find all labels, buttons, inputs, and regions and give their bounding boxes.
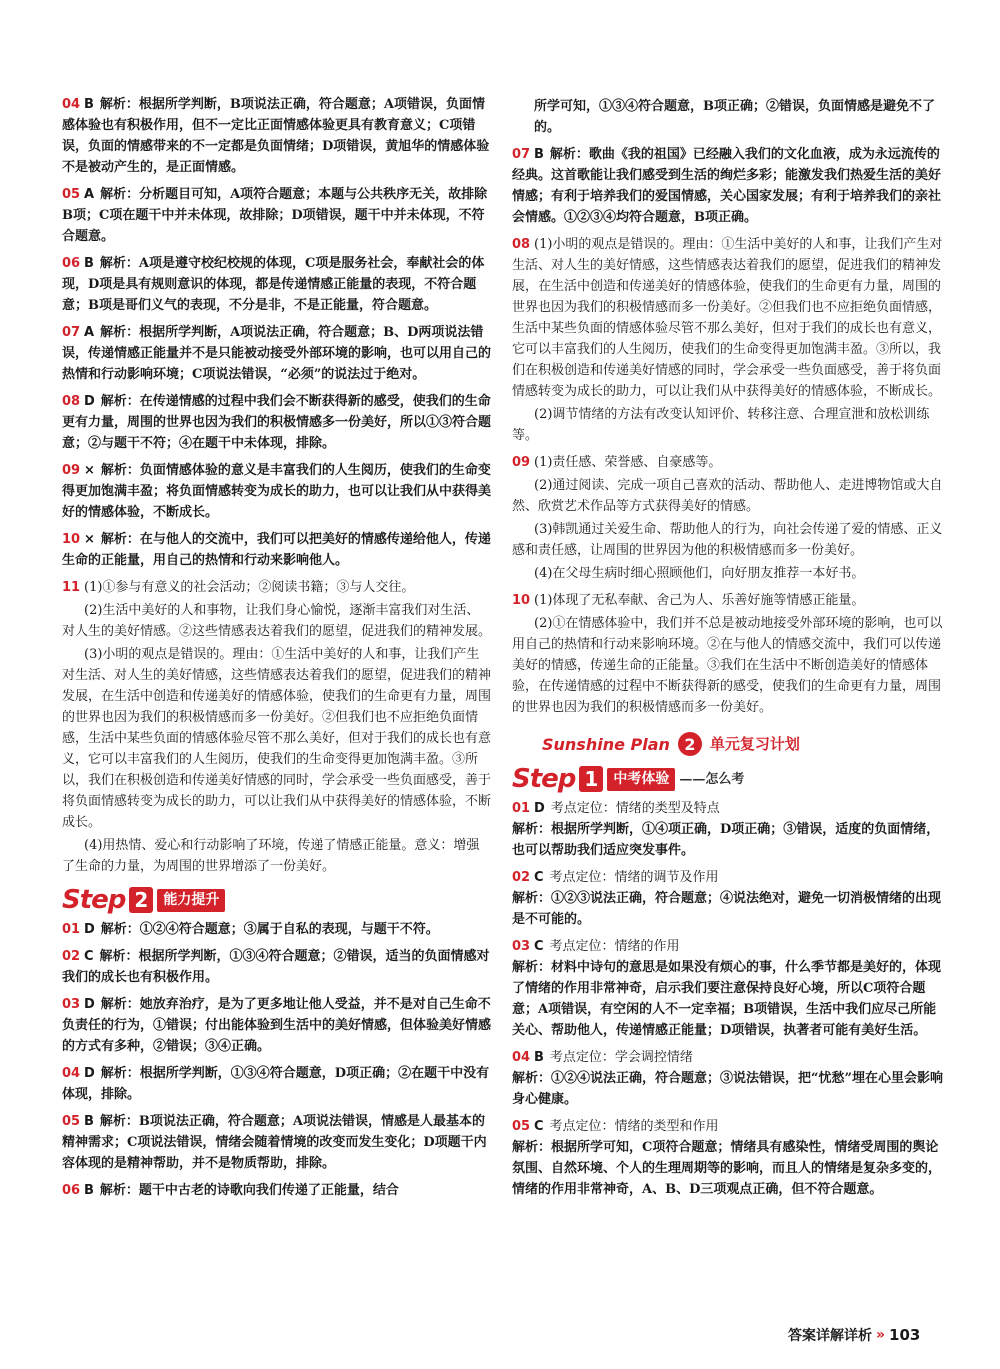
question-number: 09 xyxy=(62,463,81,478)
answer-letter: C xyxy=(534,939,544,954)
key-point: 考点定位：学会调控情绪 xyxy=(549,1050,693,1065)
explanation-text: 解析：根据所学判断，①③④符合题意；②错误，适当的负面情感对我们的成长也有积极作用。 xyxy=(62,949,490,985)
answer-letter: B xyxy=(84,1183,94,1198)
part-label: (2) xyxy=(534,478,553,493)
plan-number: 2 xyxy=(678,732,702,756)
answer-part xyxy=(512,234,944,402)
step-subtitle: ——怎么考 xyxy=(679,771,745,787)
plan-word: Sunshine Plan xyxy=(542,734,670,754)
answer-item xyxy=(512,1047,944,1110)
question-number: 02 xyxy=(512,870,531,885)
question-number: 10 xyxy=(62,532,81,547)
part-text: 调节情绪的方法有改变认知评价、转移注意、合理宣泄和放松训练等。 xyxy=(512,407,930,443)
part-text: 用热情、爱心和行动影响了环境，传递了情感正能量。意义：增强了生命的力量，为周围的世界增添了一份美好。 xyxy=(62,838,480,874)
part-label: (3) xyxy=(534,522,553,537)
answer-letter: B xyxy=(534,1050,544,1065)
question-number: 04 xyxy=(62,1066,81,1081)
answer-letter: × xyxy=(84,532,95,547)
answer-letter: B xyxy=(84,97,94,112)
answer-part xyxy=(62,835,492,877)
part-label: (2) xyxy=(84,603,103,618)
part-text: ①参与有意义的社会活动；②阅读书籍；③与人交往。 xyxy=(102,580,415,595)
key-point: 考点定位：情绪的类型及特点 xyxy=(550,801,720,816)
part-text: 在父母生病时细心照顾他们，向好朋友推荐一本好书。 xyxy=(552,566,865,581)
explanation-text: 解析：①②④符合题意；③属于自私的表现，与题干不符。 xyxy=(100,922,439,937)
explanation-text: 解析：在传递情感的过程中我们会不断获得新的感受，使我们的生命更有力量，周围的世界也因为我们的积极情感多一份美好，所以①③符合题意；②与题干不符；④在题干中未体现，排除。 xyxy=(62,394,492,451)
answer-letter: D xyxy=(84,1066,95,1081)
answer-letter: D xyxy=(534,801,545,816)
step-word: Step xyxy=(62,884,126,915)
answer-letter: D xyxy=(84,394,95,409)
answer-letter: D xyxy=(84,922,95,937)
explanation-text: 解析：根据所学判断，①③④符合题意，D项正确；②在题干中没有体现，排除。 xyxy=(62,1066,490,1102)
step2-banner xyxy=(62,884,492,915)
answer-letter: B xyxy=(84,256,94,271)
answer-item xyxy=(62,460,492,523)
part-label: (1) xyxy=(534,237,553,252)
answer-letter: D xyxy=(84,997,95,1012)
answer-letter: C xyxy=(534,870,544,885)
step-number: 1 xyxy=(579,766,603,792)
explanation-text: 解析：负面情感体验的意义是丰富我们的人生阅历，使我们的生命变得更加饱满丰盈；将负面情感转变为成长的助力，也可以让我们从中获得美好的情感体验，不断成长。 xyxy=(62,463,492,520)
explanation-text: 解析：歌曲《我的祖国》已经融入我们的文化血液，成为永远流传的经典。这首歌能让我们感受到生活的绚烂多彩；能激发我们热爱生活的美好情感；有利于培养我们的爱国情感，关心国家发展；有利于培养我们的亲社会情感。①②③④均符合题意，B项正确。 xyxy=(512,147,942,225)
answer-part xyxy=(512,475,944,517)
answer-item-multi xyxy=(512,452,944,584)
explanation-text: 解析：分析题目可知，A项符合题意；本题与公共秩序无关，故排除B项；C项在题干中并未体现，故排除；D项错误，题干中并未体现，不符合题意。 xyxy=(62,187,488,244)
question-number: 08 xyxy=(62,394,81,409)
key-point: 考点定位：情绪的类型和作用 xyxy=(549,1119,719,1134)
explanation-text: 解析：在与他人的交流中，我们可以把美好的情感传递给他人，传递生命的正能量，用自己的热情和行动来影响他人。 xyxy=(62,532,491,568)
part-label: (4) xyxy=(84,838,103,853)
question-number: 11 xyxy=(62,580,81,595)
question-number: 05 xyxy=(62,187,81,202)
question-number: 01 xyxy=(62,922,81,937)
answer-letter: A xyxy=(84,325,95,340)
answer-item-multi xyxy=(512,234,944,446)
page-footer xyxy=(788,1325,920,1345)
part-label: (3) xyxy=(84,647,103,662)
explanation-text: 解析：B项说法正确，符合题意；A项说法错误，情感是人最基本的精神需求；C项说法错误，情绪会随着情境的改变而发生变化；D项题干内容体现的是精神帮助，并不是物质帮助，排除。 xyxy=(62,1114,487,1171)
key-point: 考点定位：情绪的调节及作用 xyxy=(549,870,719,885)
answer-part xyxy=(512,563,944,584)
footer-arrows: » xyxy=(876,1327,886,1343)
answer-item xyxy=(62,1063,492,1105)
part-text: 韩凯通过关爱生命、帮助他人的行为，向社会传递了爱的情感、正义感和责任感，让周围的世界因为他的积极情感而多一份美好。 xyxy=(512,522,943,558)
answer-item xyxy=(62,322,492,385)
part-text: 通过阅读、完成一项自己喜欢的活动、帮助他人、走进博物馆或大自然、欣赏艺术作品等方式获得美好的情感。 xyxy=(512,478,943,514)
answer-letter: C xyxy=(84,949,94,964)
answer-part xyxy=(512,613,944,718)
answer-item xyxy=(62,391,492,454)
answer-part xyxy=(512,404,944,446)
explanation-text: 解析：材料中诗句的意思是如果没有烦心的事，什么季节都是美好的，体现了情绪的作用非常神奇，启示我们要注意保持良好心境，所以C项符合题意；A项错误，有空闲的人不一定幸福；B项错误，生活中我们应尽己所能关心、帮助他人，传递情感正能量；D项错误，执著者可能有美好生活。 xyxy=(512,960,942,1038)
plan-title: 单元复习计划 xyxy=(709,734,800,753)
answer-item xyxy=(62,994,492,1057)
sunshine-plan-banner xyxy=(542,732,944,756)
question-number: 04 xyxy=(512,1050,531,1065)
step1-banner xyxy=(512,763,944,794)
answer-item xyxy=(512,867,944,930)
explanation-text: 解析：她放弃治疗，是为了更多地让他人受益，并不是对自己生命不负责任的行为，①错误；付出能体验到生活中的美好情感，但体验美好情感的方式有多种，②错误；③④正确。 xyxy=(62,997,492,1054)
answer-part xyxy=(62,644,492,833)
answer-item xyxy=(62,184,492,247)
question-number: 06 xyxy=(62,1183,81,1198)
part-text: 小明的观点是错误的。理由：①生活中美好的人和事，让我们产生对生活、对人生的美好情感，这些情感表达着我们的愿望，促进我们的精神发展，在生活中创造和传递美好的情感体验，使我们的生命更有力量，周围的世界也因为我们的积极情感而多一份美好。②但我们也不应拒绝负面情感，生活中某些负面的情感体验尽管不那么美好，但对于我们的成长也有意义，它可以丰富我们的人生阅历，使我们的生命变得更加饱满丰盈。③所以，我们在积极创造和传递美好情感的同时，学会承受一些负面感受，善于将负面情感转变为成长的助力，可以让我们从中获得美好的情感体验，不断成长。 xyxy=(62,647,492,830)
question-number: 05 xyxy=(512,1119,531,1134)
page-number: 103 xyxy=(889,1326,921,1344)
part-label: (2) xyxy=(534,616,553,631)
answer-part xyxy=(62,577,492,598)
answer-item xyxy=(512,1116,944,1200)
answer-part xyxy=(512,590,944,611)
answer-item xyxy=(62,94,492,178)
question-number: 04 xyxy=(62,97,81,112)
right-column xyxy=(512,96,944,1206)
answer-item xyxy=(62,529,492,571)
step-number: 2 xyxy=(129,887,153,913)
answer-item xyxy=(62,946,492,988)
part-label: (2) xyxy=(534,407,553,422)
step-word: Step xyxy=(512,763,576,794)
footer-label: 答案详解详析 xyxy=(788,1328,872,1344)
answer-part xyxy=(62,600,492,642)
question-number: 03 xyxy=(62,997,81,1012)
explanation-text: 解析：根据所学判断，A项说法正确，符合题意；B、D两项说法错误，传递情感正能量并不是只能被动接受外部环境的影响，也可以用自己的热情和行动影响环境；C项说法错误，“必须”的说法过于绝对。 xyxy=(62,325,492,382)
question-number: 10 xyxy=(512,593,531,608)
explanation-text: 解析：根据所学判断，①④项正确，D项正确；③错误，适度的负面情绪，也可以帮助我们适应突发事件。 xyxy=(512,822,940,858)
question-number: 01 xyxy=(512,801,531,816)
answer-item xyxy=(512,936,944,1041)
answer-letter: B xyxy=(84,1114,94,1129)
key-point: 考点定位：情绪的作用 xyxy=(549,939,680,954)
answer-part xyxy=(512,519,944,561)
question-number: 03 xyxy=(512,939,531,954)
answer-part xyxy=(512,452,944,473)
answer-letter: C xyxy=(534,1119,544,1134)
question-number: 05 xyxy=(62,1114,81,1129)
answer-item xyxy=(62,1111,492,1174)
explanation-text: 解析：根据所学判断，B项说法正确，符合题意；A项错误，负面情感体验也有积极作用，但不一定比正面情感体验更具有教育意义；C项错误，负面的情感带来的不一定都是负面情绪；D项错误，黄旭华的情感体验不是被动产生的，是正面情感。 xyxy=(62,97,490,175)
explanation-text: 解析：①②④说法正确，符合题意；③说法错误，把“忧愁”埋在心里会影响身心健康。 xyxy=(512,1071,943,1107)
answer-item xyxy=(512,798,944,861)
part-text: 生活中美好的人和事物，让我们身心愉悦，逐渐丰富我们对生活、对人生的美好情感。②这些情感表达着我们的愿望，促进我们的精神发展。 xyxy=(62,603,492,639)
answer-item xyxy=(62,919,492,940)
part-text: 体现了无私奉献、舍己为人、乐善好施等情感正能量。 xyxy=(552,593,865,608)
explanation-text: 解析：①②③说法正确，符合题意；④说法绝对，避免一切消极情绪的出现是不可能的。 xyxy=(512,891,942,927)
left-column xyxy=(62,94,492,1207)
continued-explanation: 所学可知，①③④符合题意，B项正确；②错误，负面情感是避免不了的。 xyxy=(534,99,935,135)
explanation-text: 解析：A项是遵守校纪校规的体现，C项是服务社会，奉献社会的体现，D项是具有规则意识的体现，都是传递情感正能量的表现，不符合题意；B项是哥们义气的表现，不分是非，不是正能量，符合题意。 xyxy=(62,256,485,313)
answer-item-multi xyxy=(62,577,492,877)
step-title: 能力提升 xyxy=(157,889,225,912)
part-label: (1) xyxy=(534,455,553,470)
answer-item xyxy=(512,144,944,228)
answer-letter: × xyxy=(84,463,95,478)
answer-letter: B xyxy=(534,147,544,162)
part-text: 责任感、荣誉感、自豪感等。 xyxy=(552,455,722,470)
question-number: 08 xyxy=(512,237,531,252)
answer-item xyxy=(62,1180,492,1201)
question-number: 07 xyxy=(512,147,531,162)
part-text: ①在情感体验中，我们并不总是被动地接受外部环境的影响，也可以用自己的热情和行动来影响环境。②在与他人的情感交流中，我们可以传递美好的情感，传递生命的正能量。③我们在生活中不断创造美好的情感体验，在传递情感的过程中不断获得新的感受，使我们的生命更有力量，周围的世界也因为我们的积极情感而多一份美好。 xyxy=(512,616,943,715)
question-number: 07 xyxy=(62,325,81,340)
part-label: (1) xyxy=(534,593,553,608)
step-title: 中考体验 xyxy=(607,768,675,791)
answer-item-multi xyxy=(512,590,944,718)
question-number: 02 xyxy=(62,949,81,964)
question-number: 09 xyxy=(512,455,531,470)
explanation-text: 解析：题干中古老的诗歌向我们传递了正能量，结合 xyxy=(99,1183,399,1198)
part-text: 小明的观点是错误的。理由：①生活中美好的人和事，让我们产生对生活、对人生的美好情感，这些情感表达着我们的愿望，促进我们的精神发展，在生活中创造和传递美好的情感体验，使我们的生命更有力量，周围的世界也因为我们的积极情感而多一份美好。②但我们也不应拒绝负面情感，生活中某些负面的情感体验尽管不那么美好，但对于我们的成长也有意义，它可以丰富我们的人生阅历，使我们的生命变得更加饱满丰盈。③所以，我们在积极创造和传递美好情感的同时，学会承受一些负面感受，善于将负面情感转变为成长的助力，可以让我们从中获得美好的情感体验，不断成长。 xyxy=(512,237,943,399)
answer-item xyxy=(62,253,492,316)
explanation-text: 解析：根据所学可知，C项符合题意；情绪具有感染性，情绪受周围的舆论氛围、自然环境、个人的生理周期等的影响，而且人的情绪是复杂多变的，情绪的作用非常神奇，A、B、D三项观点正确，但不符合题意。 xyxy=(512,1140,942,1197)
continued-text xyxy=(512,96,944,138)
part-label: (4) xyxy=(534,566,553,581)
answer-letter: A xyxy=(84,187,95,202)
question-number: 06 xyxy=(62,256,81,271)
part-label: (1) xyxy=(84,580,103,595)
